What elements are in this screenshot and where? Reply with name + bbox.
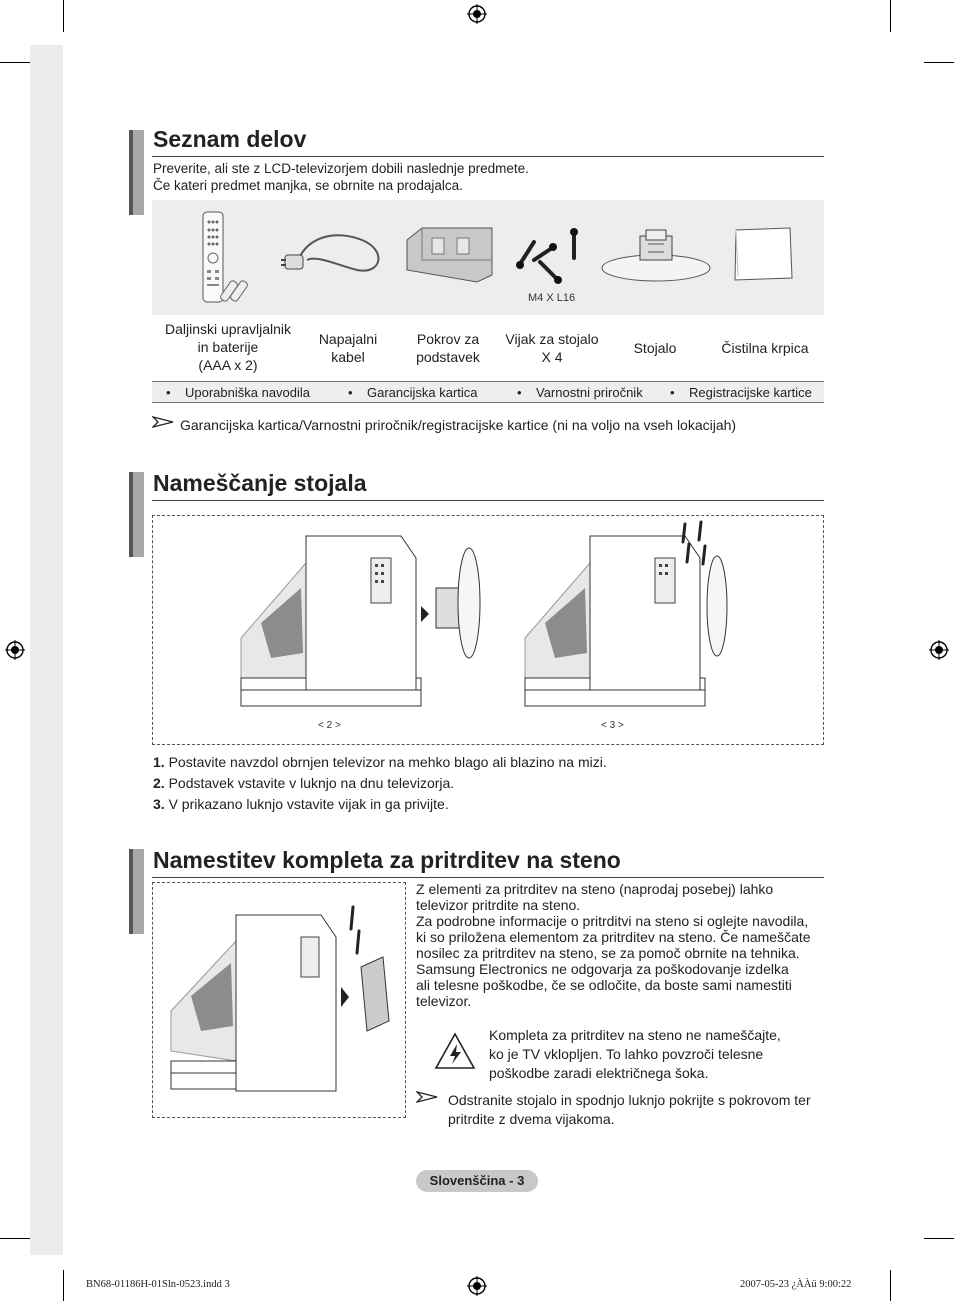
wall-paragraph: Z elementi za pritrditev na steno (naprodaj posebej) lahko televizor pritrdite na steno. Za podrobne informacije o pritrditvi na steno si oglejte navodila, ki so priložena elementom za pritrditev na steno. Če nameščate nosilec za pritrditev na steno, se za pomoč obrnite na tehnika. Samsung Electronics ne odgovarja za poškodovanje izdelka ali telesne poškodbe, če se odločite, da boste sami namestiti televizor. (416, 881, 811, 1009)
cloth-icon (732, 226, 794, 282)
stand-step: 1. Postavite navzdol obrnjen televizor na mehko blago ali blazino na mizi. (153, 754, 607, 770)
stand-step: 2. Podstavek vstavite v luknjo na dnu televizorja. (153, 775, 455, 791)
registration-mark-icon (929, 640, 949, 660)
wall-note: Odstranite stojalo in spodnjo luknjo pokrijte s pokrovom ter pritrdite z dvema vijakoma. (448, 1092, 811, 1127)
document-item: • Uporabniška navodila (166, 385, 311, 400)
margin-strip (30, 45, 63, 1255)
crop-mark (0, 1238, 30, 1239)
title-rule (152, 877, 824, 878)
crop-mark (0, 62, 30, 63)
crop-mark (890, 1270, 891, 1301)
document-item: • Registracijske kartice (670, 385, 812, 400)
wall-figure-box (152, 882, 406, 1118)
figure-wall-mount (161, 901, 401, 1106)
crop-mark (890, 0, 891, 32)
note-arrow-icon (416, 1091, 438, 1103)
wall-warning: Kompleta za pritrditev na steno ne nameščajte, ko je TV vklopljen. To lahko povzroči telesne poškodbe zaradi električnega šoka. (489, 1027, 781, 1081)
registration-mark-icon (5, 640, 25, 660)
section-title-stand: Nameščanje stojala (153, 470, 367, 496)
note-arrow-icon (152, 416, 174, 428)
document-item: • Varnostni priročnik (517, 385, 643, 400)
crop-mark (924, 62, 954, 63)
stand-step: 3. V prikazano luknjo vstavite vijak in ga privijte. (153, 796, 449, 812)
parts-intro-line: Preverite, ali ste z LCD-televizorjem dobili naslednje predmete. (153, 161, 529, 176)
remote-icon (197, 210, 257, 305)
documents-row (152, 381, 824, 403)
document-item: • Garancijska kartica (348, 385, 478, 400)
item-label-screws: Vijak za stojalo X 4 (505, 331, 599, 365)
item-label-stand: Stojalo (633, 340, 677, 356)
crop-mark (63, 1270, 64, 1301)
section-marker (129, 472, 144, 557)
figure-stand-screw (515, 520, 755, 723)
crop-mark (63, 0, 64, 32)
footer-filename: BN68-01186H-01Sln-0523.indd 3 (86, 1279, 230, 1290)
screw-spec-label: M4 X L16 (528, 292, 576, 304)
screws-icon (512, 228, 582, 286)
title-rule (152, 156, 824, 157)
figure-stand-insert (231, 528, 493, 723)
item-label-remote: Daljinski upravljalnik in baterije (AAA x 2) (164, 321, 292, 373)
section-marker (129, 130, 144, 215)
item-label-stand-cover: Pokrov za podstavek (416, 331, 480, 365)
stand-icon (600, 228, 712, 283)
title-rule (152, 500, 824, 501)
page-number-badge: Slovenščina - 3 (416, 1170, 538, 1192)
crop-mark (924, 1238, 954, 1239)
warning-shock-icon (434, 1032, 476, 1070)
section-title-parts: Seznam delov (153, 126, 307, 152)
figure-label: < 3 > (601, 720, 624, 731)
item-label-power-cord: Napajalni kabel (318, 331, 378, 365)
power-cord-icon (277, 225, 392, 280)
figure-label: < 2 > (318, 720, 341, 731)
footer-timestamp: 2007-05-23 ¿ÀÀü 9:00:22 (740, 1279, 852, 1290)
stand-figure-box (152, 515, 824, 745)
registration-mark-icon (467, 4, 487, 24)
stand-cover-icon (402, 220, 497, 285)
item-label-cloth: Čistilna krpica (721, 340, 809, 356)
section-title-wall: Namestitev kompleta za pritrditev na steno (153, 847, 621, 873)
parts-note: Garancijska kartica/Varnostni priročnik/registracijske kartice (ni na voljo na vseh lokacijah) (180, 417, 737, 433)
parts-intro-line: Če kateri predmet manjka, se obrnite na prodajalca. (153, 178, 463, 193)
registration-mark-icon (467, 1276, 487, 1296)
section-marker (129, 849, 144, 934)
accessory-panel (152, 200, 824, 315)
